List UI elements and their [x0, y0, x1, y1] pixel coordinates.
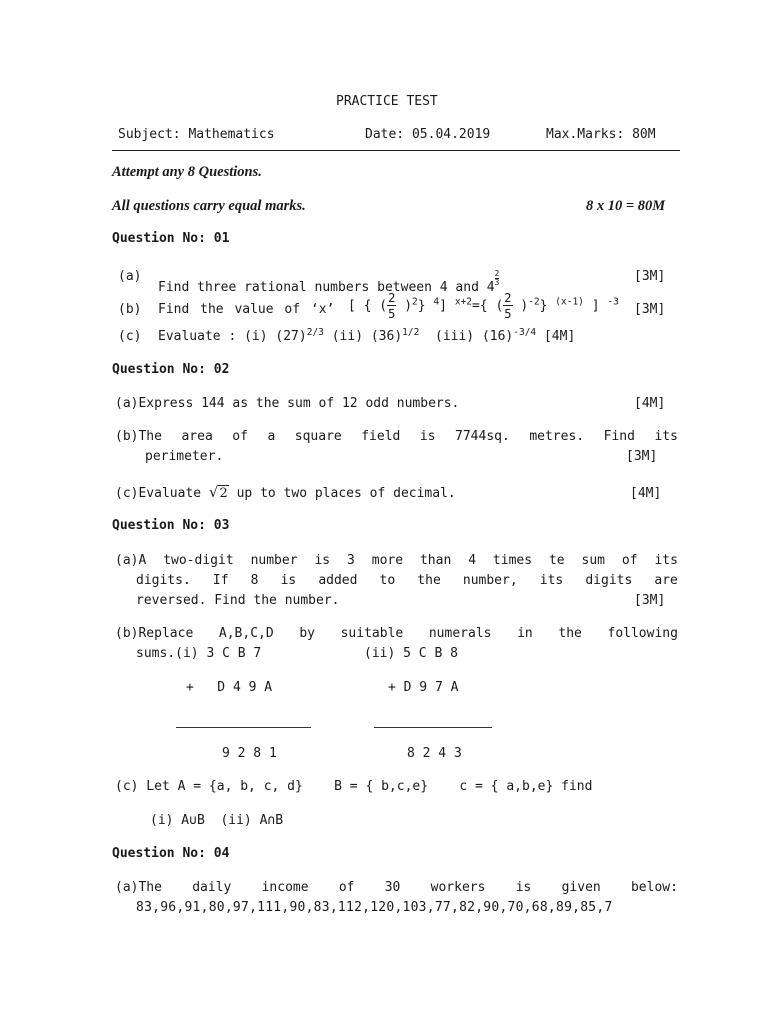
- q3b-sum1-addend: + D 4 9 A: [186, 680, 273, 695]
- question-heading-02: Question No: 02: [112, 362, 230, 377]
- question-heading-03: Question No: 03: [112, 518, 230, 533]
- q2b-line1: (b)The area of a square field is 7744sq. metres. Find its: [115, 429, 678, 444]
- header-divider: [112, 150, 680, 151]
- instruction-equal-marks: All questions carry equal marks.: [112, 198, 306, 214]
- subject-label: Subject: Mathematics: [118, 127, 275, 142]
- question-heading-01: Question No: 01: [112, 231, 230, 246]
- q4a-line2: 83,96,91,80,97,111,90,83,112,120,103,77,82,90,70,68,89,85,7: [136, 900, 613, 915]
- q3b-sum2-rule: [374, 727, 492, 728]
- q1b-equation: [ { ( $\frac{2}{5}$ )$^2$} $^4$] $^{x+2}$={ ( $\frac{2}{5}$ )$^{-2}$} $^{(x-1)}$ ] $^{-3}$: [348, 291, 619, 321]
- q3a-line1: (a)A two-digit number is 3 more than 4 times te sum of its: [115, 553, 678, 568]
- q1c-text: Evaluate : (i) $(27)^{2/3}$ (ii) $(36)^{1/2}$ (iii) $(16)^{-3/4}$ [4M]: [158, 327, 576, 344]
- q2c-text: (c)Evaluate √2 up to two places of decimal.: [115, 483, 456, 501]
- q1c-label: (c): [118, 329, 142, 344]
- q3b-sum2-addend: + D 9 7 A: [388, 680, 459, 695]
- q1a-label: (a): [118, 269, 142, 284]
- sqrt-symbol: √: [208, 483, 219, 501]
- q1b-marks: [3M]: [634, 302, 666, 317]
- q3b-sum1-rule: [176, 727, 311, 728]
- q1a-marks: [3M]: [634, 269, 666, 284]
- q3a-marks: [3M]: [634, 593, 666, 608]
- q3a-line3: reversed. Find the number.: [136, 593, 340, 608]
- q3c-sub: (i) A∪B (ii) A∩B: [150, 813, 284, 828]
- question-heading-04: Question No: 04: [112, 846, 230, 861]
- max-marks-label: Max.Marks: 80M: [546, 127, 656, 142]
- date-label: Date: 05.04.2019: [365, 127, 491, 142]
- q4a-line1: (a)The daily income of 30 workers is given below:: [115, 880, 678, 895]
- q3b-sum1-top: sums.(i) 3 C B 7: [136, 646, 262, 661]
- q1b-lead: Find the value of ‘x’: [158, 302, 335, 317]
- instruction-attempt: Attempt any 8 Questions.: [112, 164, 262, 180]
- marks-scheme: 8 x 10 = 80M: [586, 198, 666, 214]
- q2b-line2: perimeter.: [145, 449, 224, 464]
- q2a-marks: [4M]: [634, 396, 666, 411]
- page-title: PRACTICE TEST: [336, 94, 438, 109]
- q1a-fraction: $\frac{2}{3}$: [494, 269, 500, 287]
- q3b-sum2-top: (ii) 5 C B 8: [364, 646, 458, 661]
- q3c-text: (c) Let A = {a, b, c, d} B = { b,c,e} c = { a,b,e} find: [115, 779, 593, 794]
- q3b-line1: (b)Replace A,B,C,D by suitable numerals in the following: [115, 626, 678, 641]
- q2c-marks: [4M]: [630, 486, 662, 501]
- q1b-label: (b): [118, 302, 142, 317]
- q3b-sum1-result: 9 2 8 1: [222, 746, 277, 761]
- q3b-sum2-result: 8 2 4 3: [407, 746, 462, 761]
- q3a-line2: digits. If 8 is added to the number, its digits are: [136, 573, 678, 588]
- q2a-text: (a)Express 144 as the sum of 12 odd numbers.: [115, 396, 460, 411]
- q2b-marks: [3M]: [626, 449, 658, 464]
- q1a-text: Find three rational numbers between 4 and 4 $\frac{2}{3}$: [158, 269, 500, 295]
